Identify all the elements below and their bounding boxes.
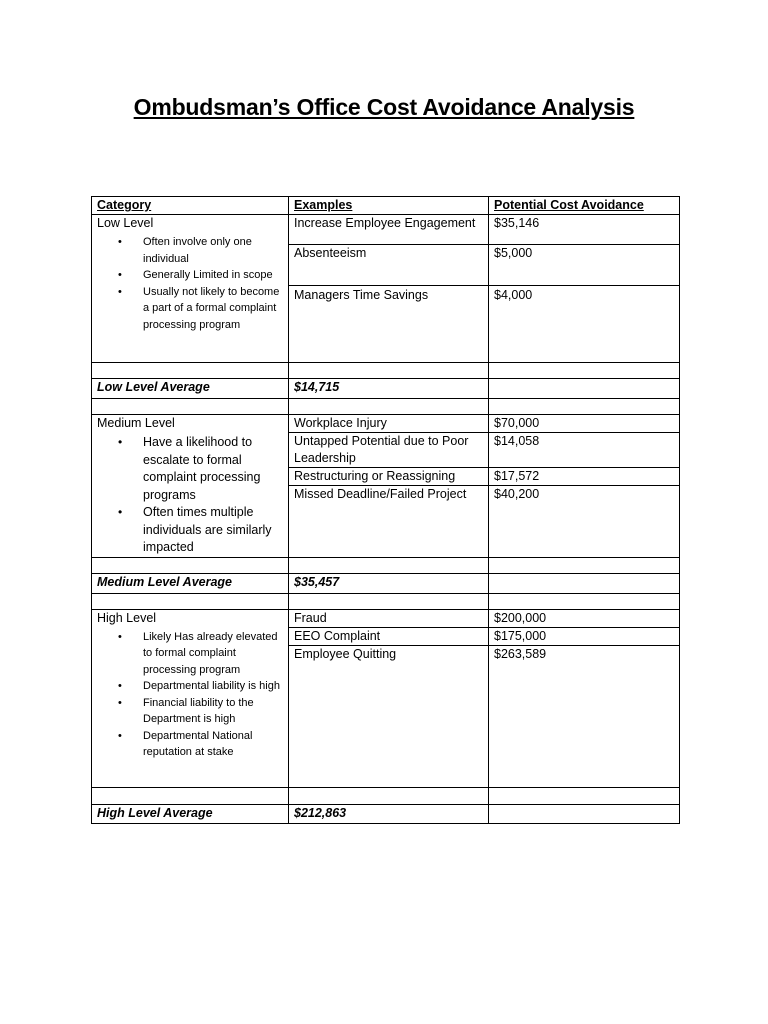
value-cell: $263,589 [489, 645, 680, 787]
value-cell: $17,572 [489, 468, 680, 486]
list-item: • Usually not likely to become a part of a formal complaint processing program [118, 285, 280, 331]
example-cell: Untapped Potential due to Poor Leadership [289, 433, 489, 468]
list-item: • Generally Limited in scope [118, 269, 273, 281]
value-cell: $4,000 [489, 286, 680, 363]
list-item: • Financial liability to the Department is high [118, 696, 254, 725]
document-title: Ombudsman’s Office Cost Avoidance Analysis [133, 94, 635, 120]
list-item: • Departmental liability is high [118, 680, 280, 692]
list-item: • Have a likelihood to escalate to formal complaint processing programs [118, 435, 261, 502]
value-cell: $40,200 [489, 486, 680, 557]
list-item: • Often times multiple individuals are similarly impacted [118, 505, 272, 554]
high-average-row [92, 804, 680, 823]
spacer-row [92, 593, 680, 609]
value-cell: $5,000 [489, 245, 680, 286]
header-examples: Examples [289, 197, 489, 215]
value-cell: $175,000 [489, 627, 680, 645]
list-item: • Often involve only one individual [118, 236, 252, 265]
high-level-category [92, 609, 289, 787]
medium-level-label: Medium Level [97, 416, 175, 430]
high-average-label: High Level Average [92, 804, 289, 823]
medium-average-row [92, 573, 680, 593]
example-cell: EEO Complaint [289, 627, 489, 645]
low-level-category [92, 215, 289, 363]
table-row [92, 215, 680, 245]
high-level-bullets [97, 629, 283, 761]
cost-avoidance-table [91, 196, 680, 824]
low-average-value: $14,715 [289, 379, 489, 399]
spacer-row [92, 363, 680, 379]
header-category: Category [92, 197, 289, 215]
value-cell: $35,146 [489, 215, 680, 245]
medium-average-label: Medium Level Average [92, 573, 289, 593]
header-avoidance: Potential Cost Avoidance [489, 197, 680, 215]
example-cell: Employee Quitting [289, 645, 489, 787]
example-cell: Restructuring or Reassigning [289, 468, 489, 486]
spacer-row [92, 557, 680, 573]
example-cell: Missed Deadline/Failed Project [289, 486, 489, 557]
example-cell: Increase Employee Engagement [289, 215, 489, 245]
high-level-label: High Level [97, 610, 157, 625]
spacer-row [92, 787, 680, 804]
medium-level-category [92, 415, 289, 558]
value-cell: $14,058 [489, 433, 680, 468]
high-average-value: $212,863 [289, 804, 489, 823]
low-average-row [92, 379, 680, 399]
value-cell: $70,000 [489, 415, 680, 433]
medium-average-value: $35,457 [289, 573, 489, 593]
list-item: • Departmental National reputation at stake [118, 729, 253, 758]
low-average-label: Low Level Average [92, 379, 289, 399]
spacer-row [92, 399, 680, 415]
example-cell: Fraud [289, 609, 489, 627]
list-item: • Likely Has already elevated to formal complaint processing program [118, 630, 278, 676]
example-cell: Absenteeism [289, 245, 489, 286]
low-level-bullets [97, 234, 283, 333]
table-header-row [92, 197, 680, 215]
example-cell: Managers Time Savings [289, 286, 489, 363]
table-row [92, 415, 680, 433]
value-cell: $200,000 [489, 609, 680, 627]
low-level-label: Low Level [97, 216, 154, 230]
example-cell: Workplace Injury [289, 415, 489, 433]
medium-level-bullets [97, 434, 283, 557]
table-row [92, 609, 680, 627]
